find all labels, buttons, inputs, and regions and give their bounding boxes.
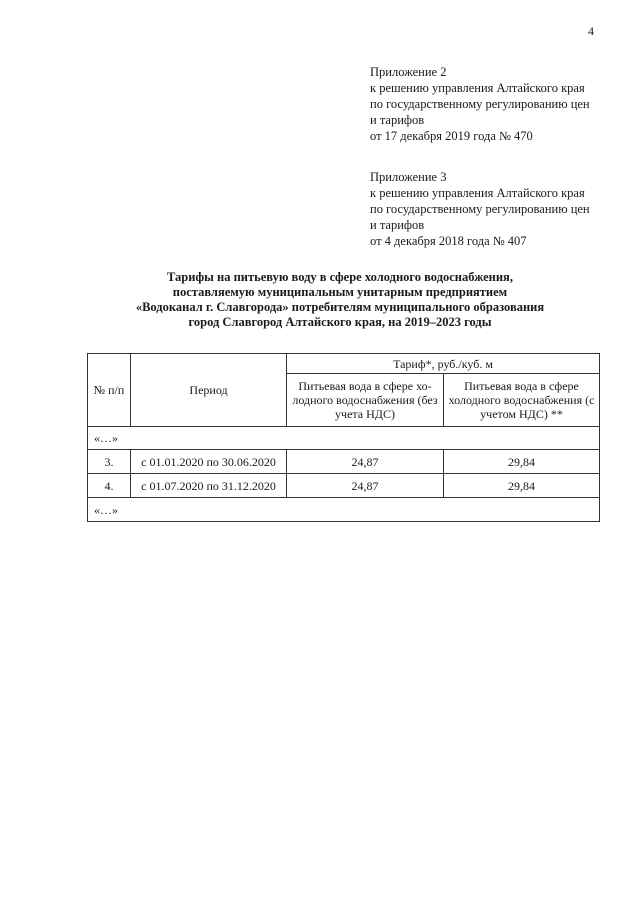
- appendix-2-line: Приложение 2: [370, 65, 447, 79]
- header-with-vat: Питьевая вода в сфере холодного водоснабжения (с учетом НДС) **: [444, 374, 600, 427]
- appendix-2-heading: [370, 64, 590, 144]
- row-without-vat: 24,87: [287, 450, 444, 474]
- appendix-3-line: по государственному регулированию цен: [370, 202, 590, 216]
- appendix-3-heading: [370, 169, 590, 249]
- row-num: 3.: [88, 450, 131, 474]
- header-tariff-group: Тариф*, руб./куб. м: [287, 354, 600, 374]
- appendix-2-line: и тарифов: [370, 113, 425, 127]
- appendix-3-line: Приложение 3: [370, 170, 447, 184]
- omission-marker-top: «…»: [88, 427, 600, 450]
- appendix-3-line: к решению управления Алтайского края: [370, 186, 585, 200]
- appendix-2-line: от 17 декабря 2019 года № 470: [370, 129, 533, 143]
- title-line: «Водоканал г. Славгорода» потребителям муниципального образования: [135, 300, 545, 314]
- omission-marker-bottom: «…»: [88, 498, 600, 522]
- title-line: поставляемую муниципальным унитарным предприятием: [172, 285, 508, 299]
- row-with-vat: 29,84: [444, 474, 600, 498]
- appendix-2-line: к решению управления Алтайского края: [370, 81, 585, 95]
- row-num: 4.: [88, 474, 131, 498]
- table-row: [88, 474, 600, 498]
- appendix-3-line: от 4 декабря 2018 года № 407: [370, 234, 527, 248]
- title-line: Тарифы на питьевую воду в сфере холодного водоснабжения,: [167, 270, 513, 284]
- page-number: 4: [588, 24, 594, 38]
- row-with-vat: 29,84: [444, 450, 600, 474]
- table-row: [88, 450, 600, 474]
- header-period: Период: [131, 354, 287, 427]
- document-title: [60, 270, 620, 330]
- row-without-vat: 24,87: [287, 474, 444, 498]
- header-without-vat: Питьевая вода в сфере хо-лодного водоснабжения (без учета НДС): [287, 374, 444, 427]
- appendix-2-line: по государственному регулированию цен: [370, 97, 590, 111]
- row-period: с 01.01.2020 по 30.06.2020: [131, 450, 287, 474]
- appendix-3-line: и тарифов: [370, 218, 425, 232]
- title-line: город Славгород Алтайского края, на 2019–2023 годы: [188, 315, 492, 329]
- row-period: с 01.07.2020 по 31.12.2020: [131, 474, 287, 498]
- tariff-table: [87, 353, 600, 522]
- header-num: № п/п: [88, 354, 131, 427]
